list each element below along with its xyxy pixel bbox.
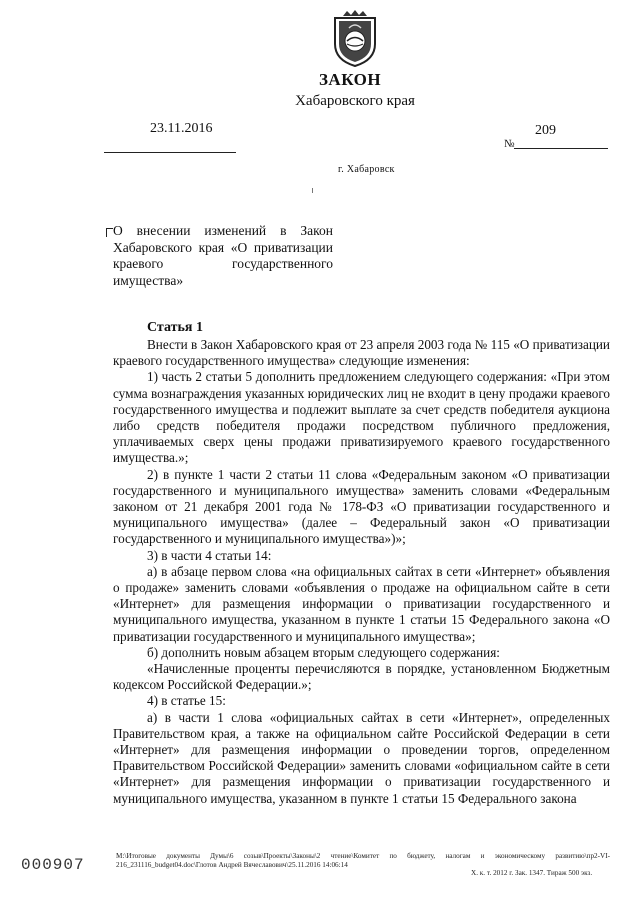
paragraph: 2) в пункте 1 части 2 статьи 11 слова «Федеральным законом «О приватизации государственного и муниципального имущества» заменить словами «Федеральным законом от 21 декабря 2001 года № 178-ФЗ «О приватизации государственного и муниципального имущества» (далее – Федеральный закон «О приватизации государственного и муниципального имущества»)»; (113, 466, 610, 547)
paragraph: 3) в части 4 статьи 14: (147, 547, 272, 563)
print-stamp: Х. к. т. 2012 г. Зак. 1347. Тираж 500 экз. (471, 869, 593, 877)
khabarovsk-coat-of-arms-icon (329, 10, 381, 68)
number-underline (514, 148, 608, 149)
law-subject: О внесении изменений в Закон Хабаровского края «О приватизации краевого государственного имущества» (113, 223, 333, 288)
paragraph: 1) часть 2 статьи 5 дополнить предложением следующего содержания: «При этом сумма вознаграждения указанных юридических лиц не входит в цену продажи краевого государственного имущества и подлежит выплате за счет средств победителя аукциона либо средств победителя продажи посредством публичного предложения, уплачиваемых сверх цены продажи приватизируемого краевого государственного имущества.»; (113, 369, 610, 466)
document-date: 23.11.2016 (150, 121, 213, 136)
paragraph: 4) в статье 15: (147, 693, 226, 709)
paragraph: а) в части 1 слова «официальных сайтах в сети «Интернет», определенных Правительством края, а также на официальном сайте Российской Федерации в сети «Интернет» для размещения информации о проведении торгов, определенном Правительством Российской Федерации» заменить словами «официальном сайте в сети «Интернет» для размещения информации о приватизации государственного и муниципального имущества, указанном в пункте 1 статьи 15 Федерального закона (113, 709, 610, 806)
date-underline (104, 152, 236, 153)
document-number: 209 (535, 123, 556, 138)
paragraph: Внести в Закон Хабаровского края от 23 апреля 2003 года № 115 «О приватизации краевого государственного имущества» следующие изменения: (113, 337, 610, 369)
scan-mark (312, 188, 313, 193)
file-path-footer: М:\Итоговые документы Думы\6 созыв\Проекты\Законы\2 чтение\Комитет по бюджету, налогам и экономическому развитию\пр2-VI-216_231116_budget04.doc\Глотов Андрей Вячеславович\25.11.2016 14:06:14 (116, 852, 610, 869)
article-body (113, 337, 610, 807)
paragraph: «Начисленные проценты перечисляются в порядке, установленном Бюджетным кодексом Российской Федерации.»; (113, 661, 610, 693)
document-subtitle: Хабаровского края (295, 93, 415, 109)
number-label: № (504, 138, 515, 150)
paragraph: а) в абзаце первом слова «на официальных сайтах в сети «Интернет» объявления о продаже» заменить словами «объявления о продаже на официальном сайте в сети «Интернет» для размещения информации о приватизации государственного и муниципального имущества, указанном в пункте 1 статьи 15 Федерального закона «О приватизации государственного и муниципального имущества»; (113, 563, 610, 644)
city-label: г. Хабаровск (338, 164, 395, 175)
title-bracket (106, 228, 113, 237)
registration-number: 000907 (21, 856, 85, 874)
document-title: ЗАКОН (318, 70, 382, 89)
paragraph: б) дополнить новым абзацем вторым следующего содержания: (147, 644, 500, 660)
article-heading: Статья 1 (147, 320, 203, 335)
